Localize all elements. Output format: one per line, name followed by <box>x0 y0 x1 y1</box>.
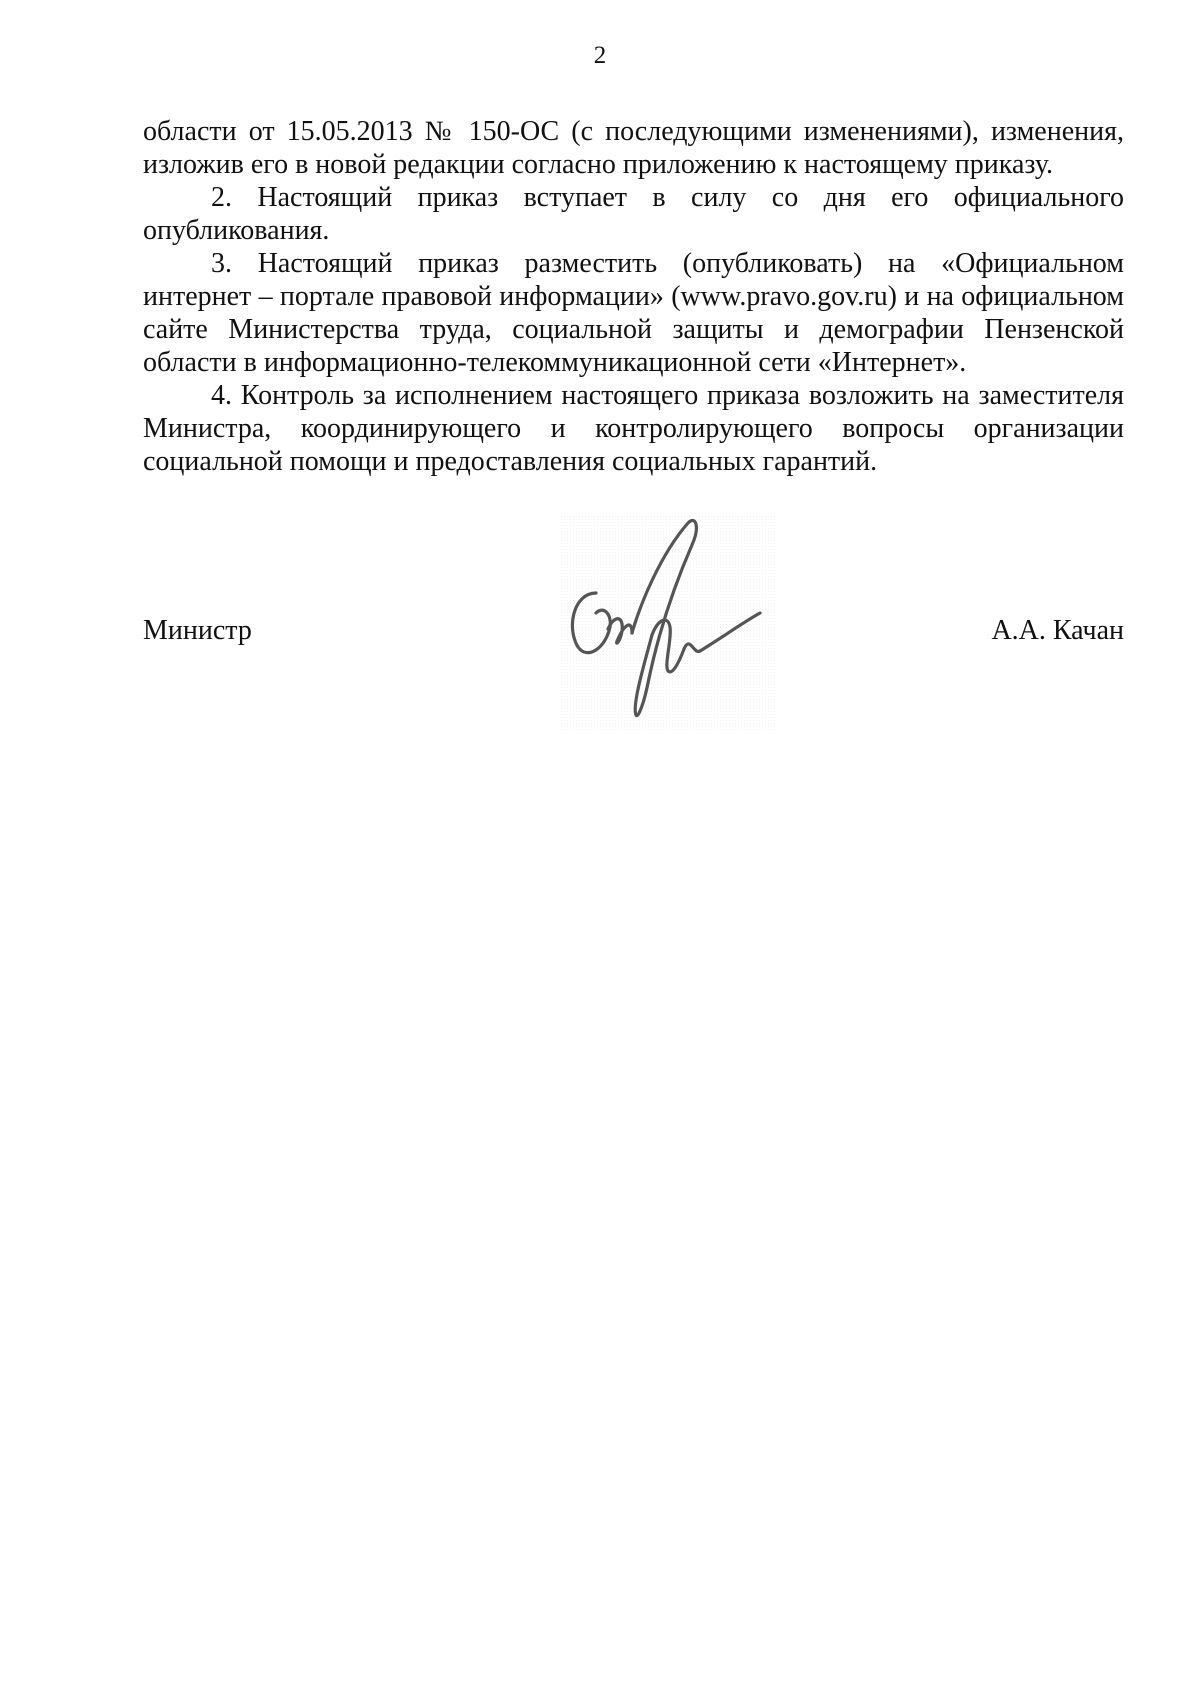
paragraph-continuation: области от 15.05.2013 № 150-ОС (с последующими изменениями), изменения, изложив его в новой редакции согласно приложению к настоящему приказу. <box>143 116 1124 180</box>
handwritten-signature-icon <box>560 515 775 730</box>
signatory-title: Министр <box>143 615 252 646</box>
paragraph-item-2: 2. Настоящий приказ вступает в силу со дня его официального опубликования. <box>143 182 1124 246</box>
signatory-name: А.А. Качан <box>991 615 1124 646</box>
paragraph-item-4: 4. Контроль за исполнением настоящего приказа возложить на заместителя Министра, координирующего и контролирующего вопросы организации социальной помощи и предоставления социальных гарантий. <box>143 380 1124 477</box>
page-number: 2 <box>593 42 607 69</box>
paragraph-item-3: 3. Настоящий приказ разместить (опубликовать) на «Официальном интернет – портале правовой информации» (www.pravo.gov.ru) и на официальном сайте Министерства труда, социальной защиты и демографии Пензенской области в информационно-телекоммуникационной сети «Интернет». <box>143 248 1124 378</box>
document-body <box>143 115 1124 478</box>
